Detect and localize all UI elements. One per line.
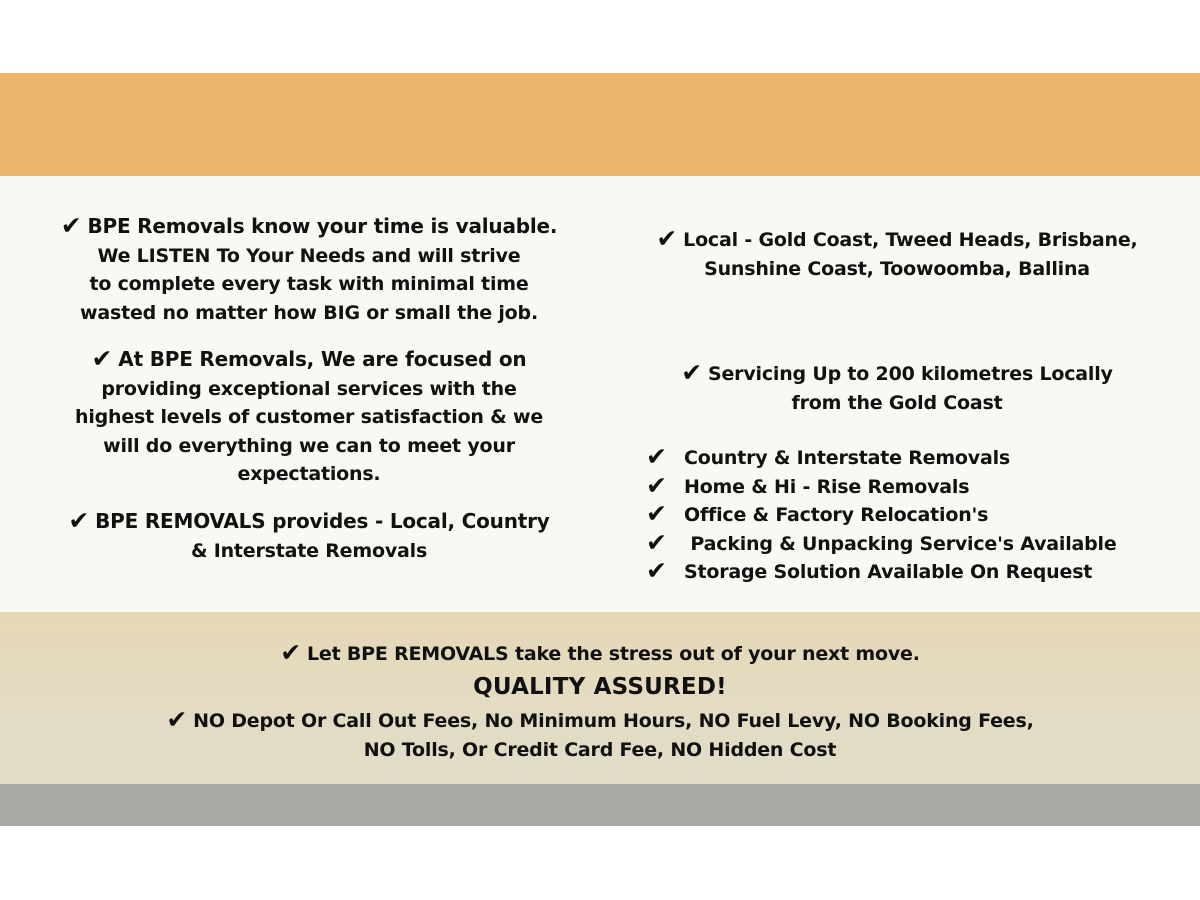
service-label: Country & Interstate Removals (684, 447, 1011, 469)
checkmark-icon: ✔ (646, 499, 667, 528)
list-item (646, 501, 1186, 530)
time-valuable-block (24, 212, 594, 327)
checkmark-icon: ✔ (91, 344, 113, 373)
top-orange-band (0, 73, 1200, 176)
checkmark-icon: ✔ (681, 358, 702, 387)
focused-services-line-4: will do everything we can to meet your (103, 434, 515, 457)
servicing-range-line-2: from the Gold Coast (791, 391, 1003, 414)
focused-services-block (24, 345, 594, 489)
checkmark-icon: ✔ (68, 506, 90, 535)
provides-line-1: BPE REMOVALS provides - Local, Country (95, 509, 550, 533)
provides-line-2: & Interstate Removals (190, 539, 428, 562)
time-valuable-line-4: wasted no matter how BIG or small the job. (80, 301, 538, 324)
checkmark-icon: ✔ (60, 211, 82, 240)
time-valuable-line-1: BPE Removals know your time is valuable. (87, 214, 558, 238)
list-item (646, 558, 1186, 587)
list-item (646, 444, 1186, 473)
service-label: Office & Factory Relocation's (684, 504, 989, 526)
focused-services-line-2: providing exceptional services with the (101, 377, 517, 400)
focused-services-line-3: highest levels of customer satisfaction & we (75, 406, 543, 428)
checkmark-icon: ✔ (646, 470, 667, 500)
services-list (646, 444, 1186, 587)
no-fees-line-2: NO Tolls, Or Credit Card Fee, NO Hidden Cost (363, 738, 837, 761)
time-valuable-line-2: We LISTEN To Your Needs and will strive (97, 244, 521, 267)
servicing-range-block (612, 360, 1182, 417)
checkmark-icon: ✔ (646, 442, 667, 471)
quality-assured-heading: QUALITY ASSURED! (473, 674, 727, 700)
no-fees-block (0, 707, 1200, 764)
tagline-block (0, 640, 1200, 669)
provides-block (24, 507, 594, 565)
no-fees-line-1: NO Depot Or Call Out Fees, No Minimum Hours, NO Fuel Levy, NO Booking Fees, (193, 710, 1034, 732)
checkmark-icon: ✔ (280, 638, 301, 667)
focused-services-line-5: expectations. (237, 463, 381, 485)
local-areas-line-2: Sunshine Coast, Toowoomba, Ballina (704, 257, 1090, 280)
service-label: Home & Hi - Rise Removals (684, 475, 970, 498)
list-item (646, 470, 1186, 502)
local-areas-line-1: Local - Gold Coast, Tweed Heads, Brisbane, (683, 229, 1138, 251)
checkmark-icon: ✔ (646, 527, 667, 557)
local-areas-block (612, 226, 1182, 283)
bottom-grey-band (0, 784, 1200, 826)
servicing-range-line-1: Servicing Up to 200 kilometres Locally (708, 363, 1113, 385)
service-label: Packing & Unpacking Service's Available (684, 532, 1117, 555)
focused-services-line-1: At BPE Removals, We are focused on (118, 347, 527, 371)
time-valuable-line-3: to complete every task with minimal time (89, 273, 529, 295)
tagline-text: Let BPE REMOVALS take the stress out of your next move. (306, 643, 920, 665)
service-label: Storage Solution Available On Request (684, 561, 1093, 583)
checkmark-icon: ✔ (656, 224, 678, 253)
checkmark-icon: ✔ (166, 705, 188, 734)
checkmark-icon: ✔ (646, 556, 667, 585)
list-item (646, 527, 1186, 559)
